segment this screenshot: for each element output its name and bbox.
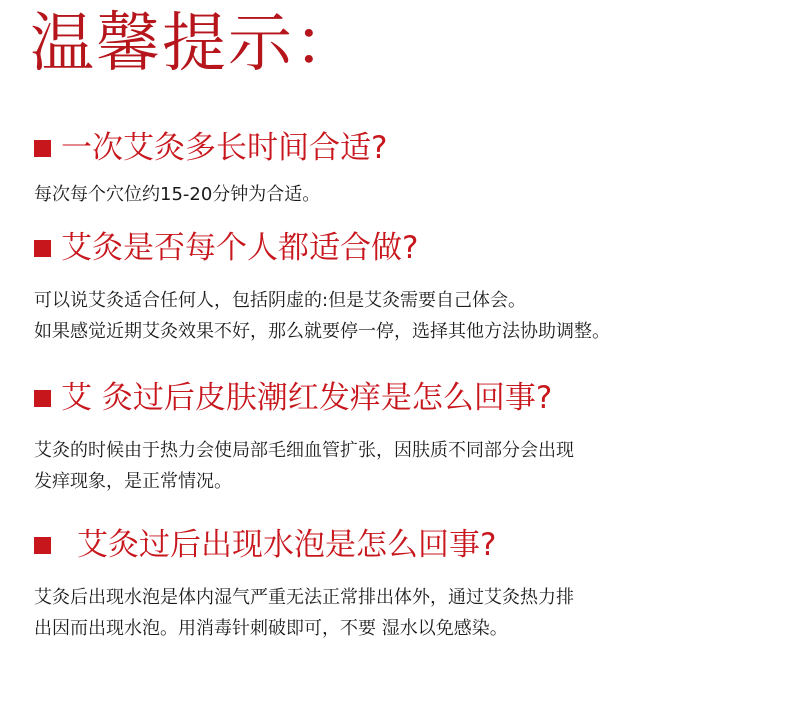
faq-section-blisters [34, 527, 764, 644]
red-square-bullet-icon [34, 140, 51, 157]
section-body-line: 艾灸的时候由于热力会使局部毛细血管扩张，因肤质不同部分会出现 [34, 440, 574, 462]
section-body-line: 艾灸后出现水泡是体内湿气严重无法正常排出体外，通过艾灸热力排 [34, 587, 574, 609]
section-heading [34, 130, 764, 167]
section-body-line: 如果感觉近期艾灸效果不好，那么就要停一停，选择其他方法协助调整。 [34, 321, 610, 343]
red-square-bullet-icon [34, 390, 51, 407]
faq-section-suitability [34, 230, 764, 347]
section-heading-text: 艾灸过后出现水泡是怎么回事? [77, 527, 497, 563]
section-heading [34, 527, 764, 564]
section-heading-text: 一次艾灸多长时间合适? [61, 130, 388, 166]
red-square-bullet-icon [34, 240, 51, 257]
section-body-line: 发痒现象，是正常情况。 [34, 471, 232, 493]
section-body-line: 每次每个穴位约15-20分钟为合适。 [34, 184, 321, 206]
red-square-bullet-icon [34, 537, 51, 554]
section-heading-text: 艾灸是否每个人都适合做? [61, 230, 419, 266]
section-heading-text: 艾 灸过后皮肤潮红发痒是怎么回事? [61, 380, 553, 416]
section-heading [34, 380, 764, 417]
faq-section-skin-redness [34, 380, 764, 497]
section-body-line: 出因而出现水泡。用消毒针刺破即可，不要 湿水以免感染。 [34, 618, 508, 640]
page-title: 温馨提示： [30, 7, 360, 81]
section-body-line: 可以说艾灸适合任何人，包括阴虚的:但是艾灸需要自己体会。 [34, 290, 527, 312]
faq-section-duration [34, 130, 764, 210]
section-heading [34, 230, 764, 267]
